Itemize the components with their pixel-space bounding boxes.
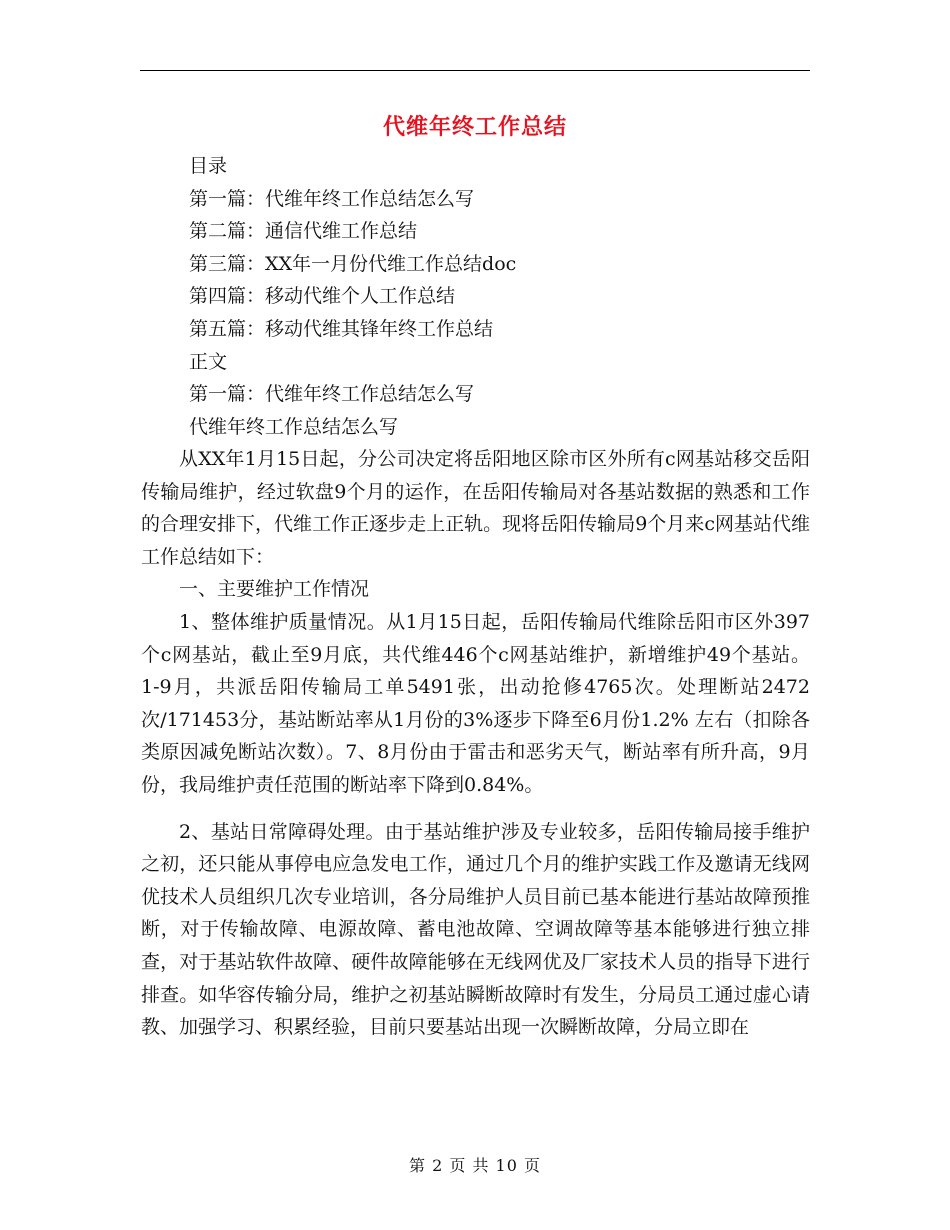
header-rule [140,70,810,71]
document-title: 代维年终工作总结 [382,115,567,140]
toc-item-3: 第三篇：XX年一月份代维工作总结doc [189,252,517,275]
toc-item-1: 第一篇：代维年终工作总结怎么写 [189,187,475,210]
toc-item-5: 第五篇：移动代维其锋年终工作总结 [189,317,494,340]
toc-item-4: 第四篇：移动代维个人工作总结 [189,285,456,308]
body-text [141,443,810,1044]
toc-item-2: 第二篇：通信代维工作总结 [189,220,418,243]
table-of-contents [189,150,809,443]
toc-heading: 目录 [189,155,228,177]
paragraph-maintenance-quality: 1、整体维护质量情况。从1月15日起，岳阳传输局代维除岳阳市区外397个c网基站，截止至9月底，共代维446个c网基站维护，新增维护49个基站。 1-9月，共派岳阳传输局工单5491张，出动抢修4765次。处理断站2472次/171453分，基站断站率从1月份的3%逐步下降至6月份1.2% 左右（扣除各类原因减免断站次数）。7、8月份由于雷击和恶劣天气，断站率有所升高，9月份，我局维护责任范围的断站率下降到0.84%。 [141,610,810,796]
paragraph-fault-handling: 2、基站日常障碍处理。由于基站维护涉及专业较多，岳阳传输局接手维护之初，还只能从事停电应急发电工作，通过几个月的维护实践工作及邀请无线网优技术人员组织几次专业培训，各分局维护人员目前已基本能进行基站故障预推断，对于传输故障、电源故障、蓄电池故障、空调故障等基本能够进行独立排查，对于基站软件故障、硬件故障能够在无线网优及厂家技术人员的指导下进行排查。如华容传输分局，维护之初基站瞬断故障时有发生，分局员工通过虚心请教、加强学习、积累经验，目前只要基站出现一次瞬断故障，分局立即在 [141,820,810,1039]
section-heading-1: 一、主要维护工作情况 [179,578,370,601]
section-heading: 第一篇：代维年终工作总结怎么写 [189,383,475,406]
page-footer: 第 2 页 共 10 页 [409,1156,541,1175]
section-subtitle: 代维年终工作总结怎么写 [189,415,399,438]
paragraph-intro: 从XX年1月15日起，分公司决定将岳阳地区除市区外所有c网基站移交岳阳传输局维护，经过软盘9个月的运作，在岳阳传输局对各基站数据的熟悉和工作的合理安排下，代维工作正逐步走上正轨。现将岳阳传输局9个月来c网基站代维工作总结如下： [141,448,810,568]
body-heading: 正文 [189,350,228,373]
